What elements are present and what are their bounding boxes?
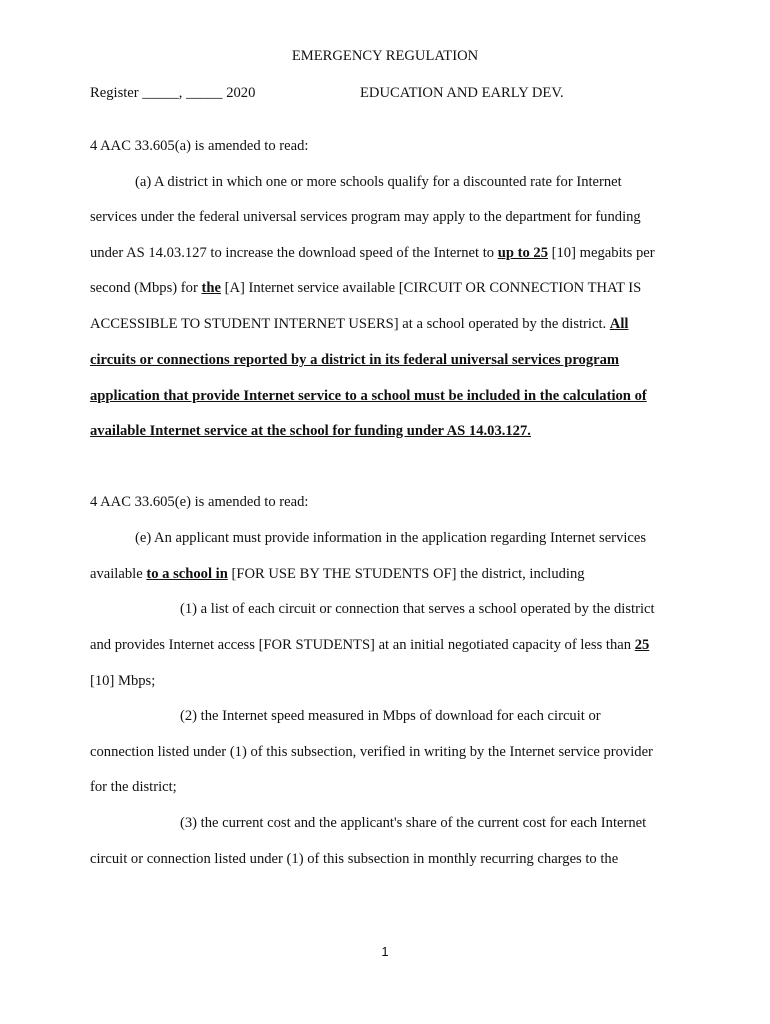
text-run: ACCESSIBLE TO STUDENT INTERNET USERS] at a school operated by the district. (90, 316, 610, 332)
item-3-line-1: (3) the current cost and the applicant's share of the current cost for each Internet (180, 815, 647, 831)
section-a-line-4 (90, 279, 641, 297)
section-a-line-7: application that provide Internet service to a school must be included in the calculation of (90, 388, 647, 404)
amended-text: up to 25 (497, 245, 548, 261)
section-e-line-2 (90, 565, 585, 583)
section-a-line-8: available Internet service at the school for funding under AS 14.03.127. (90, 423, 531, 439)
section-a-line-2: services under the federal universal services program may apply to the department for funding (90, 209, 641, 225)
department-label: EDUCATION AND EARLY DEV. (360, 85, 564, 101)
text-run: [FOR USE BY THE STUDENTS OF] the district, including (227, 566, 585, 582)
amended-text: to a school in (146, 566, 228, 582)
section-a-line-3 (90, 244, 655, 262)
item-3-line-2: circuit or connection listed under (1) of this subsection in monthly recurring charges to the (90, 851, 619, 867)
text-run: and provides Internet access [FOR STUDENTS] at an initial negotiated capacity of less than (90, 637, 635, 653)
item-1-line-3: [10] Mbps; (90, 673, 156, 689)
register-line: Register _____, _____ 2020 (90, 85, 256, 101)
item-2-line-3: for the district; (90, 779, 177, 795)
text-run: [A] Internet service available [CIRCUIT OR CONNECTION THAT IS (220, 280, 642, 296)
section-a-intro: 4 AAC 33.605(a) is amended to read: (90, 138, 309, 154)
text-run: available (90, 566, 147, 582)
text-run: second (Mbps) for (90, 280, 202, 296)
page-number: 1 (381, 944, 389, 959)
amended-text: the (201, 280, 221, 296)
text-run: [10] megabits per (548, 245, 655, 261)
text-run: under AS 14.03.127 to increase the download speed of the Internet to (90, 245, 498, 261)
section-a-line-5 (90, 315, 628, 333)
section-e-intro: 4 AAC 33.605(e) is amended to read: (90, 494, 309, 510)
section-a-line-6: circuits or connections reported by a district in its federal universal services program (90, 352, 620, 368)
amended-text: 25 (634, 637, 650, 653)
section-e-line-1: (e) An applicant must provide information in the application regarding Internet services (135, 530, 647, 546)
amended-text: All (609, 316, 629, 332)
item-2-line-1: (2) the Internet speed measured in Mbps of download for each circuit or (180, 708, 601, 724)
item-1-line-1: (1) a list of each circuit or connection that serves a school operated by the district (180, 601, 655, 617)
section-a-line-1: (a) A district in which one or more schools qualify for a discounted rate for Internet (135, 174, 622, 190)
item-2-line-2: connection listed under (1) of this subsection, verified in writing by the Internet service provider (90, 744, 653, 760)
item-1-line-2 (90, 636, 649, 654)
page-title: EMERGENCY REGULATION (291, 48, 479, 64)
